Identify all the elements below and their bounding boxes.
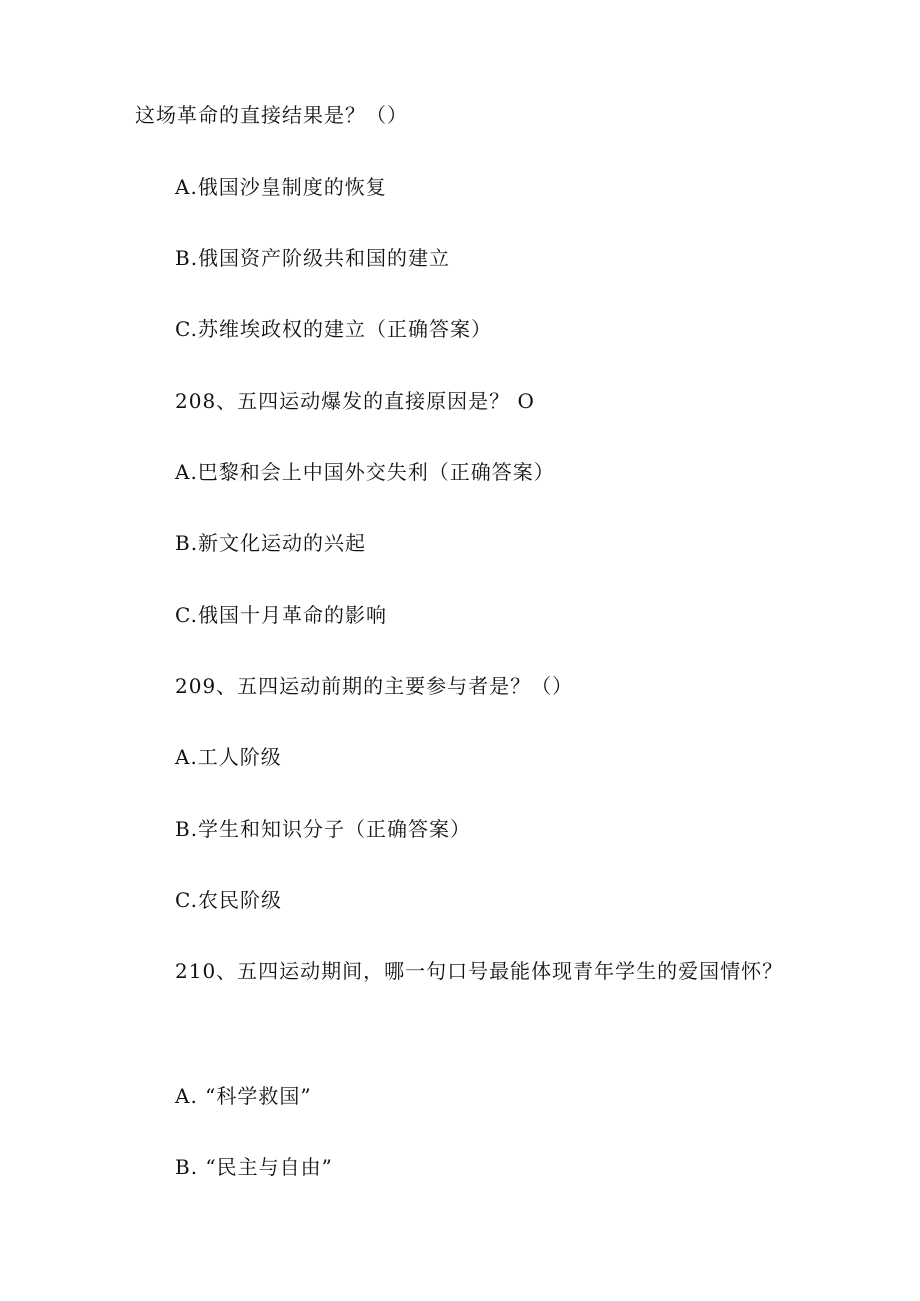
question-210: 210、五四运动期间，哪一句口号最能体现青年学生的爱国情怀？ xyxy=(175,959,784,983)
option-b: B.俄国资产阶级共和国的建立 xyxy=(175,246,451,270)
option-a: A. “科学救国” xyxy=(175,1084,312,1108)
option-c: C.苏维埃政权的建立（正确答案） xyxy=(175,317,492,341)
option-a: A.俄国沙皇制度的恢复 xyxy=(175,175,387,199)
option-a: A.工人阶级 xyxy=(175,745,282,769)
option-c: C.俄国十月革命的影响 xyxy=(175,603,387,627)
question-209: 209、五四运动前期的主要参与者是？（） xyxy=(175,674,574,698)
option-b: B. “民主与自由” xyxy=(175,1155,333,1179)
option-a: A.巴黎和会上中国外交失利（正确答案） xyxy=(175,460,555,484)
option-c: C.农民阶级 xyxy=(175,888,282,912)
option-b: B.新文化运动的兴起 xyxy=(175,531,367,555)
question-208: 208、五四运动爆发的直接原因是？ O xyxy=(175,389,535,413)
option-b: B.学生和知识分子（正确答案） xyxy=(175,817,472,841)
question-text-continued: 这场革命的直接结果是？（） xyxy=(135,103,408,127)
